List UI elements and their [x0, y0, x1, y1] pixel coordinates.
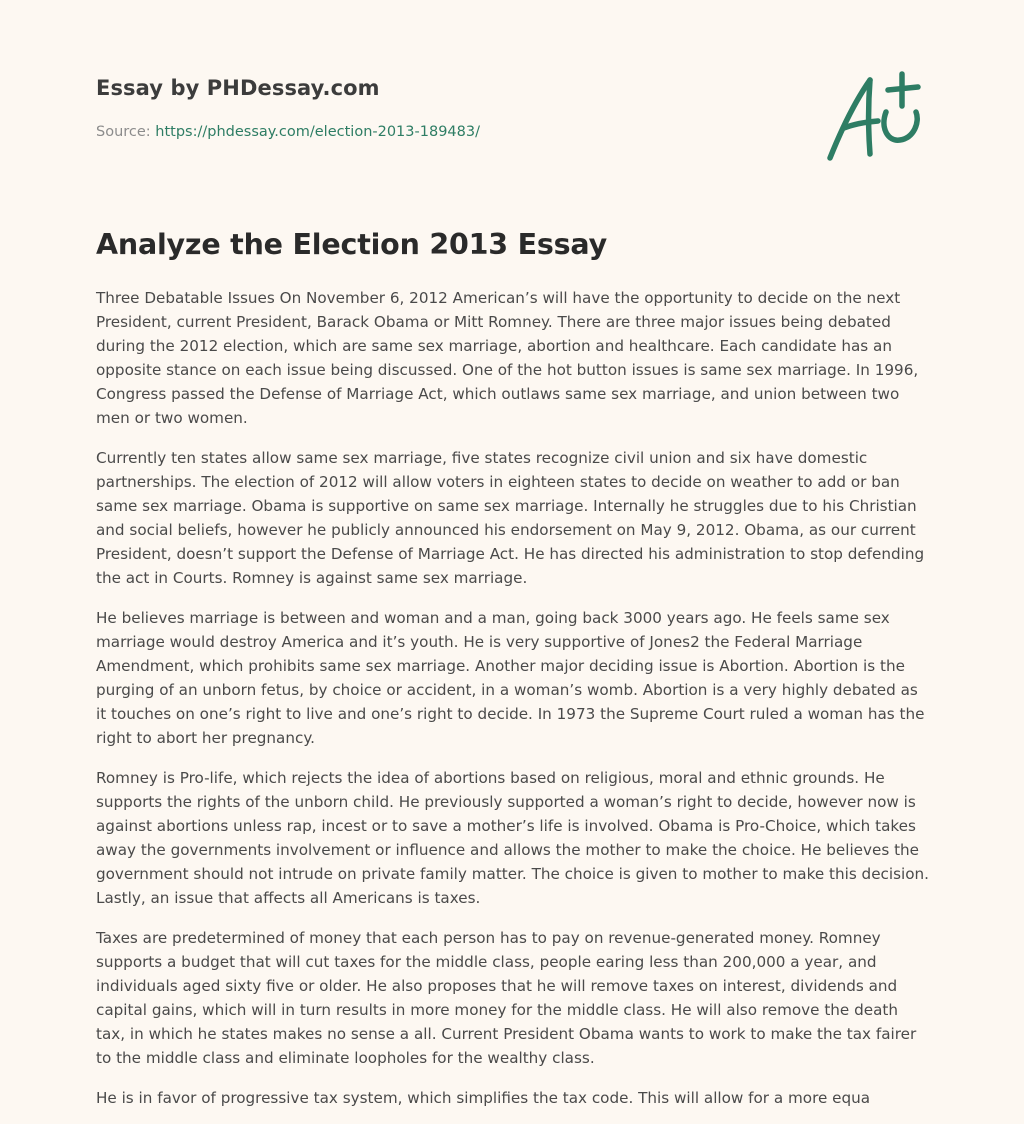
essay-paragraph: Currently ten states allow same sex marriage, five states recognize civil union and six have domestic partnerships. The election of 2012 will allow voters in eighteen states to decide on weather to add or ban same sex marriage. Obama is supportive on same sex marriage. Internally he struggles due to his Christian and social beliefs, however he publicly announced his endorsement on May 9, 2012. Obama, as our current President, doesn’t support the Defense of Marriage Act. He has directed his administration to stop defending the act in Courts. Romney is against same sex marriage.	[96, 449, 925, 587]
essay-paragraph: Romney is Pro-life, which rejects the idea of abortions based on religious, moral and ethnic grounds. He supports the rights of the unborn child. He previously supported a woman’s right to decide, however now is against abortions unless rap, incest or to save a mother’s life is involved. Obama is Pro-Choice, which takes away the governments involvement or influence and allows the mother to make the choice. He believes the government should not intrude on private family matter. The choice is given to mother to make this decision. Lastly, an issue that affects all Americans is taxes.	[96, 769, 929, 907]
source-line	[96, 124, 480, 140]
source-link[interactable]: https://phdessay.com/election-2013-189483/	[155, 124, 480, 140]
essay-paragraph: He believes marriage is between and woman and a man, going back 3000 years ago. He feels same sex marriage would destroy America and it’s youth. He is very supportive of Jones2 the Federal Marriage Amendment, which prohibits same sex marriage. Another major deciding issue is Abortion. Abortion is the purging of an unborn fetus, by choice or accident, in a woman’s womb. Abortion is a very highly debated as it touches on one’s right to live and one’s right to decide. In 1973 the Supreme Court ruled a woman has the right to abort her pregnancy.	[96, 609, 925, 747]
a-plus-logo-icon	[820, 66, 930, 166]
essay-paragraph: Three Debatable Issues On November 6, 2012 American’s will have the opportunity to decide on the next President, current President, Barack Obama or Mitt Romney. There are three major issues being debated during the 2012 election, which are same sex marriage, abortion and healthcare. Each candidate has an opposite stance on each issue being discussed. One of the hot button issues is same sex marriage. In 1996, Congress passed the Defense of Marriage Act, which outlaws same sex marriage, and union between two men or two women.	[96, 289, 919, 427]
source-label: Source:	[96, 124, 156, 140]
essay-paragraph: Taxes are predetermined of money that each person has to pay on revenue-generated money. Romney supports a budget that will cut taxes for the middle class, people earing less than 200,000 a year, and individuals aged sixty five or older. He also proposes that he will remove taxes on interest, dividends and capital gains, which will in turn results in more money for the middle class. He will also remove the death tax, in which he states makes no sense a all. Current President Obama wants to work to make the tax fairer to the middle class and eliminate loopholes for the wealthy class.	[96, 929, 917, 1067]
essay-paragraph: He is in favor of progressive tax system, which simplifies the tax code. This will allow for a more equa	[96, 1089, 871, 1107]
essay-title: Analyze the Election 2013 Essay	[96, 228, 607, 261]
site-brand: Essay by PHDessay.com	[96, 76, 380, 100]
essay-body	[96, 286, 930, 1124]
